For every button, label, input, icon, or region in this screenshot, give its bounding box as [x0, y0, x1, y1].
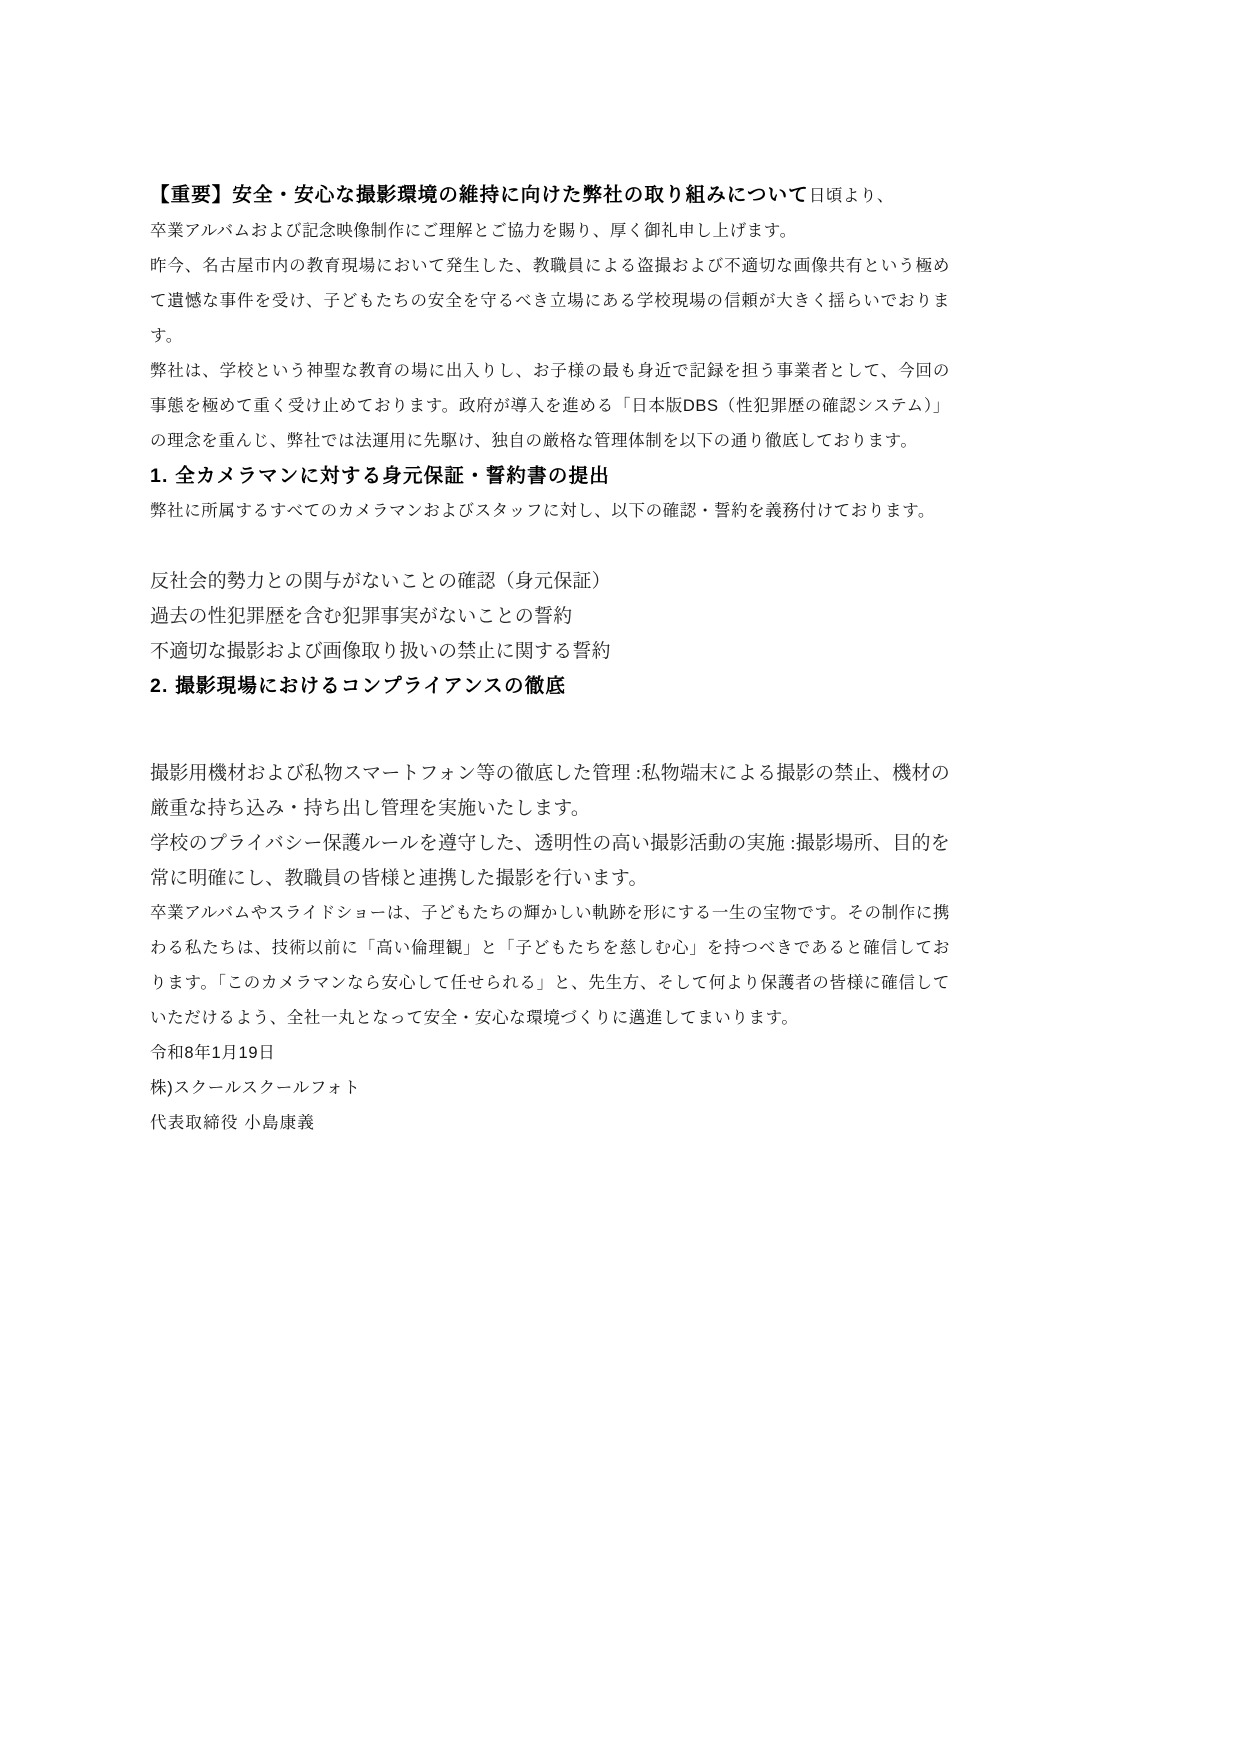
spacer: [150, 704, 950, 756]
section-heading-2: 2. 撮影現場におけるコンプライアンスの徹底: [150, 675, 567, 697]
paragraph-incident: 昨今、名古屋市内の教育現場において発生した、教職員による盗撮および不適切な画像共有という極めて遺憾な事件を受け、子どもたちの安全を守るべき立場にある学校現場の信頼が大きく揺らいでおります。: [150, 257, 950, 345]
pledge-list: [150, 564, 950, 669]
lead-continuation: 日頃より、: [808, 187, 894, 205]
lead-body-paragraph: 卒業アルバムおよび記念映像制作にご理解とご協力を賜り、厚く御礼申し上げます。: [150, 222, 797, 240]
signature-name: 代表取締役 小島康義: [150, 1114, 316, 1132]
paragraph-equipment-management: 撮影用機材および私物スマートフォン等の徹底した管理 :私物端末による撮影の禁止、機材の厳重な持ち込み・持ち出し管理を実施いたします。: [150, 763, 950, 819]
document-content: [150, 178, 950, 1141]
signature-date: 令和8年1月19日: [150, 1044, 276, 1062]
list-item: 過去の性犯罪歴を含む犯罪事実がないことの誓約: [150, 606, 573, 627]
page-title: 【重要】安全・安心な撮影環境の維持に向けた弊社の取り組みについて: [150, 184, 809, 206]
signature-block: [150, 1036, 950, 1141]
list-item: 不適切な撮影および画像取り扱いの禁止に関する誓約: [150, 641, 611, 662]
signature-company: 株)スクールスクールフォト: [150, 1079, 361, 1097]
section-heading-1: 1. 全カメラマンに対する身元保証・誓約書の提出: [150, 465, 610, 487]
paragraph-policy: 弊社は、学校という神聖な教育の場に出入りし、お子様の最も身近で記録を担う事業者として、今回の事態を極めて重く受け止めております。政府が導入を進める「日本版DBS（性犯罪歴の確認システム）」の理念を重んじ、弊社では法運用に先駆け、独自の厳格な管理体制を以下の通り徹底しております。: [150, 362, 950, 450]
list-item: 反社会的勢力との関与がないことの確認（身元保証）: [150, 571, 611, 592]
paragraph-privacy-rules: 学校のプライバシー保護ルールを遵守した、透明性の高い撮影活動の実施 :撮影場所、目的を常に明確にし、教職員の皆様と連携した撮影を行います。: [150, 833, 950, 889]
paragraph-pledge-intro: 弊社に所属するすべてのカメラマンおよびスタッフに対し、以下の確認・誓約を義務付けております。: [150, 502, 935, 520]
spacer: [150, 529, 950, 564]
lead-paragraph: [150, 178, 950, 214]
paragraph-closing: 卒業アルバムやスライドショーは、子どもたちの輝かしい軌跡を形にする一生の宝物です。その制作に携わる私たちは、技術以前に「高い倫理観」と「子どもたちを慈しむ心」を持つべきであると確信しております。「このカメラマンなら安心して任せられる」と、先生方、そして何より保護者の皆様に確信していただけるよう、全社一丸となって安全・安心な環境づくりに邁進してまいります。: [150, 904, 950, 1027]
